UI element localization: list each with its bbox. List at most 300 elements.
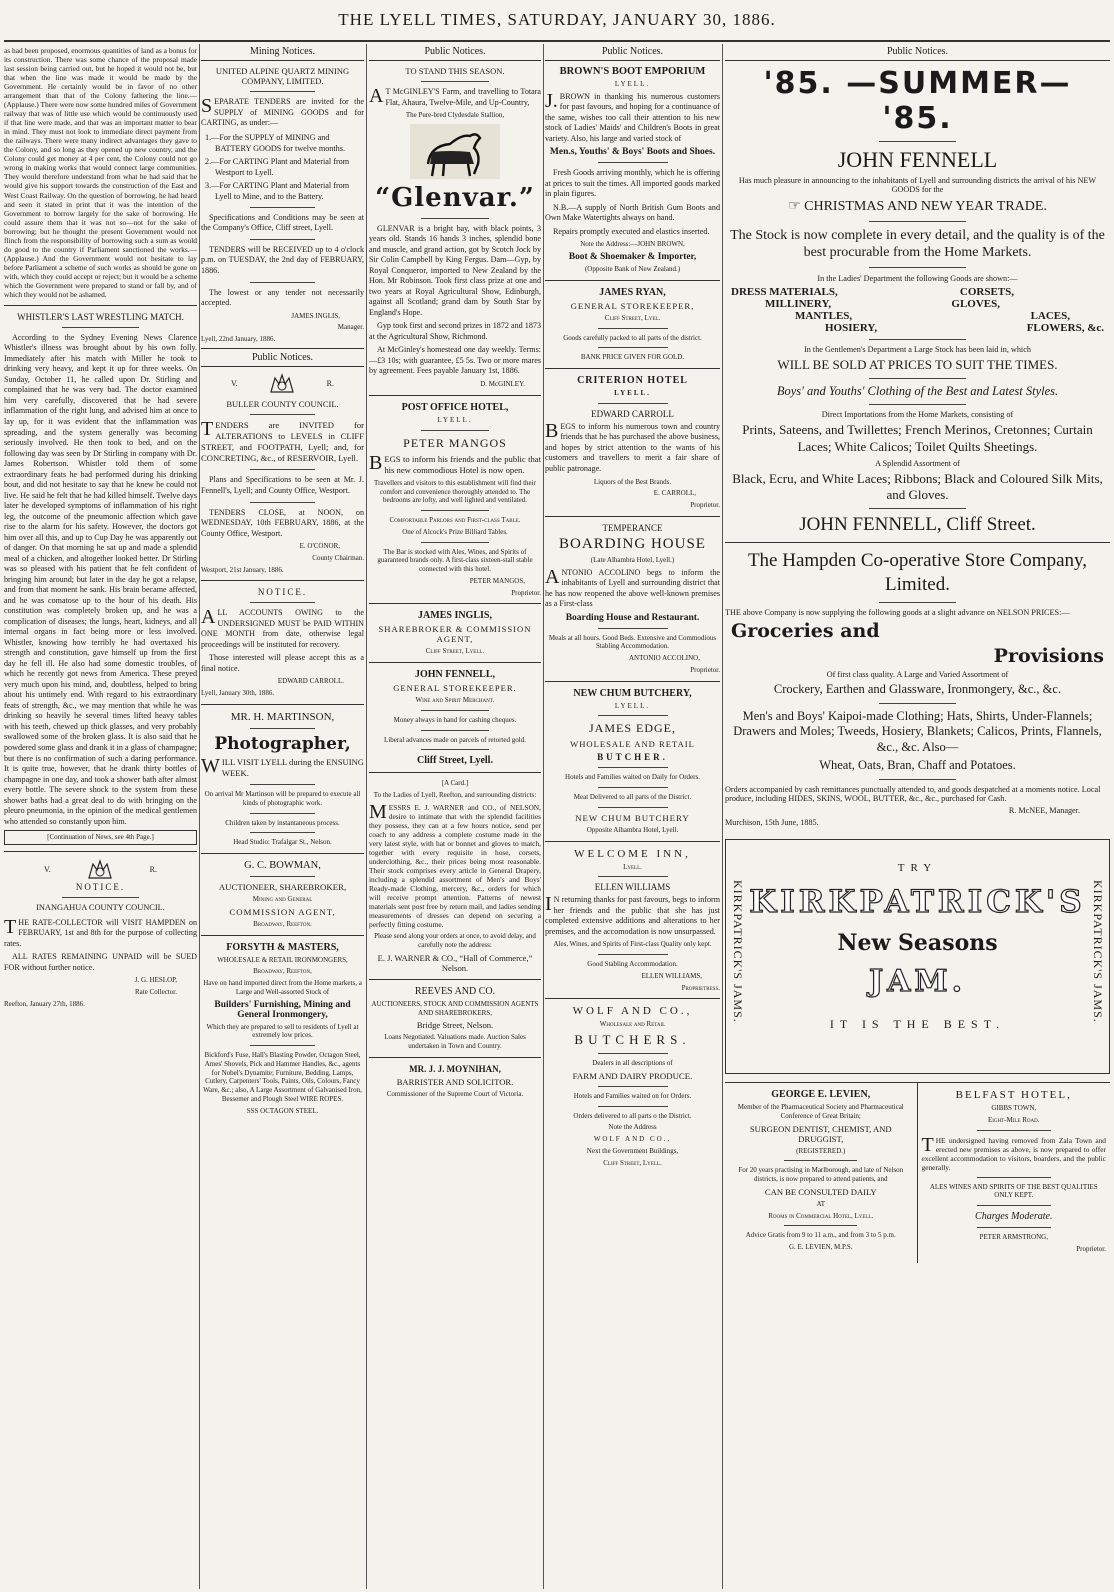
signature: E. CARROLL, (653, 489, 696, 498)
belfast-road: Eight-Mile Road. (987, 1115, 1040, 1124)
accounts-notice-text: ALL ACCOUNTS OWING to the UNDERSIGNED MUST be PAID WITHIN ONE MONTH from date, otherwise legal proceedings will be instituted for recovery. (201, 606, 364, 649)
crest-letter-r: R. (149, 865, 157, 875)
ladies-goods-row (725, 286, 1110, 298)
signature: JAMES INGLIS, (291, 311, 340, 320)
divider (250, 813, 315, 814)
signature: E. O'CONOR, (299, 542, 340, 551)
column-5 (725, 46, 1110, 1586)
storekeeper-address: Cliff Street, Lyell. (417, 755, 493, 767)
boarding-house-late: (Late Alhambra Hotel, Lyell.) (590, 555, 675, 564)
auctioneer-address: Broadway, Reefton. (253, 919, 312, 928)
inn-text: IN returning thanks for past favours, begs to inform her friends and the public that she has just completed extensive additions and alterations to her premises, and the accomodation is now unsurpassed. (545, 893, 720, 936)
summer-banner: '85. —SUMMER— '85. (763, 66, 1072, 136)
storekeeper-sub: Wine and Spirit Merchant. (415, 696, 495, 705)
ironmonger-goods: Bickford's Fuse, Hall's Blasting Powder, Octagon Steel, Ames' Shovels, Pick and Hammer Handles, &c., agents for Nobel's Dynamite; Furniture, Bedding, Lamps, Cutlery, Carpenters' Tools, Paints, Oils, Colours, Fancy Ware, &c.; also, A Large Assortment of Galvanised Iron, Bessemer and Plough Steel WIRE ROPES. (203, 1051, 362, 1103)
divider (4, 851, 197, 852)
boot-store-trade: Boot & Shoemaker & Importer, (568, 252, 697, 263)
signature-role: Proprietress. (681, 983, 720, 992)
divider (421, 430, 490, 431)
ladies-good: HOSIERY, (825, 321, 878, 334)
boarding-house-text: ANTONIO ACCOLINO begs to inform the inhabitants of Lyell and surrounding district that he has now reopened the above well-known premises as a First-class (545, 565, 720, 609)
card-addressee: To the Ladies of Lyell, Reefton, and surrounding districts: (373, 791, 537, 800)
divider (369, 662, 541, 663)
column-3 (369, 46, 541, 1586)
butchers-name: WOLF AND CO., (572, 1005, 693, 1018)
card-address: E. J. WARNER & CO., “Hall of Commerce,” Nelson. (377, 952, 533, 973)
divider (421, 218, 490, 219)
divider (201, 580, 364, 581)
inn-town: Lyell. (623, 862, 642, 871)
inn-ales: Ales, Wines, and Spirits of First-class Quality only kept. (553, 940, 712, 949)
divider (598, 715, 668, 716)
hotel-billiard: One of Alcock's Prize Billiard Tables. (402, 527, 508, 536)
stallion-description: GLENVAR is a bright bay, with black points, 3 years old. Stands 16 hands 3 inches, splendid bone and muscle, and grand action, got by Scotch Jock by Sir Colin Campbell by King Fergus. Dam—Gyp, by Royal Conqueror, imported to New Zealand by the Hon. Mr Robinson. Took first class prize at one and two years at Royal Agricultural Show, Edinburgh, against all Scotland; grand dam by South Star by England's Hope. (369, 223, 541, 317)
hampden-crockery: Crockery, Earthen and Glassware, Ironmongery, &c., &c. (773, 681, 1062, 696)
auctioneer-trade: AUCTIONEER, SHAREBROKER, (218, 882, 347, 893)
divider (250, 414, 315, 415)
fennell-gents: In the Gentlemen's Department a Large Stock has been laid in, which (804, 344, 1031, 354)
storekeeper-advances: Liberal advances made on parcels of retorted gold. (384, 735, 526, 744)
masthead: THE LYELL TIMES, SATURDAY, JANUARY 30, 1886. (338, 10, 776, 29)
butchery-name: NEW CHUM BUTCHERY, (573, 687, 692, 699)
column-2 (201, 46, 364, 1586)
butchers-hotels: Hotels and Families waited on for Orders. (573, 1091, 692, 1100)
photographer-text: WILL VISIT LYELL during the ENSUING WEEK. (201, 754, 364, 779)
divider (977, 1227, 1051, 1228)
card-label: [A Card.] (441, 779, 469, 788)
crest-letter-r: R. (326, 379, 334, 389)
divider (250, 207, 315, 208)
ladies-goods-row (725, 298, 1110, 310)
divider (369, 979, 541, 980)
hotel-proprietor: PETER MANGOS (403, 435, 507, 450)
photographer-text-3: Children taken by instantaneous process. (225, 818, 340, 827)
kirkpatrick-try: TRY (897, 862, 938, 874)
notice-title: NOTICE. (75, 881, 126, 892)
ladies-good: CORSETS, (959, 285, 1014, 298)
barrister-name: MR. J. J. MOYNIHAN, (409, 1063, 501, 1074)
divider (598, 162, 668, 163)
divider (250, 91, 315, 92)
signature: PETER MANGOS, (469, 576, 525, 585)
fennell-stock: The Stock is now complete in every detail, and the quality is of the best procurable from the Home Markets. (730, 227, 1105, 260)
butchers-address: WOLF AND CO., (593, 1135, 672, 1144)
royal-crest-icon (85, 858, 115, 882)
notice-title: NOTICE. (257, 587, 308, 598)
fennell-ribbons: Black, Ecru, and White Laces; Ribbons; Black and Coloured Silk Mits, and Gloves. (732, 470, 1103, 503)
levien-registered: (REGISTERED.) (796, 1146, 846, 1155)
fennell-christmas-text: CHRISTMAS AND NEW YEAR TRADE. (804, 199, 1047, 214)
tender-item: 1.—For the SUPPLY of MINING and BATTERY GOODS for twelve months. (205, 132, 346, 153)
levien-consulted: CAN BE CONSULTED DAILY (764, 1186, 877, 1197)
levien-member: Member of the Pharmaceutical Society and Pharmaceutical Conference of Great Britain; (737, 1103, 904, 1120)
divider (598, 1106, 668, 1107)
levien-years: For 20 years practising in Marlborough, and late of Nelson districts, is now prepared to attend patients, and (738, 1166, 904, 1183)
divider (421, 510, 490, 511)
boot-store-opposite: (Opposite Bank of New Zealand.) (584, 265, 681, 274)
hotel-bar: The Bar is stocked with Ales, Wines, and Spirits of guaranteed brands only. A first-class sixteen-stall stable connected with this hotel. (377, 547, 533, 574)
butcher-hotels: Hotels and Families waited on Daily for Orders. (565, 773, 700, 782)
divider (369, 395, 541, 396)
boot-store-text: J.BROWN in thanking his numerous customers for past favours, and hoping for a continuance of the same, wishes too call their attention to his new stock of Ladies' Maids' and Children's Boots in great variety. Also, his large and varied stock of (545, 89, 720, 143)
ironmonger-name: FORSYTH & MASTERS, (226, 941, 339, 953)
hotel-town: LYELL. (437, 415, 473, 424)
butchery-name-repeat: NEW CHUM BUTCHERY (575, 812, 690, 823)
storekeeper-name: JOHN FENNELL, (414, 669, 495, 681)
divider (250, 502, 315, 503)
ladies-good: GLOVES, (951, 297, 1000, 310)
divider (598, 628, 668, 629)
boot-store-note: Note the Address:—JOHN BROWN, (580, 240, 685, 249)
column-divider (722, 44, 723, 1589)
divider (545, 368, 720, 369)
article-text: According to the Sydney Evening News Clarence Whistler's illness was brought about by his own folly. Immediately after his match with Miller he took to drinking very heavy, and kept it up for three weeks. On Sunday, October 11, he called upon Dr. Stirling and complained that he was very bad. The doctor examined him very carefully, discovered that he had severe inflammation of the right lung, and advised him at once to lay up, for it was evident that the inflammation was spreading, and the system generally was becoming seriously involved. He then took to bed, and on the following day was seen by Dr Stirling in company with Dr. James Robertson. Whistler told them of some extraordinary feats he had performed during his drinking bout, and did not hesitate to say that he knew he could not live. He said he felt that he had killed himself. Twelve days later he developed symptoms of inflammation of his right leg, the outcome of the pneumonic affection which gave rise to the alarm for his safety. However, the doctors got him over all this, and up to Cup Day he was apparently out of danger. On that morning he sat up and made a splendid meal of a chicken, and altogether looked better. Dr Stirling was so pleased with his patient that he felt confident of bringing him around; but later in the day he got a relapse, and from that moment he sank. His brain became affected, and he was comatose up to the hour of his death. His constitution was completely broken up, and he was a complication of diseases; the lungs, heart, kidneys, and all internal organs in fact being more or less involved. Whistler, knowing how terribly he had overtaxed his strength and constitution, gave himself up from the first day he fell ill. He also had some domestic troubles, of which he recently got news from America. These preyed very much upon his mind, and, doubtless, helped to bring about his untimely end. With regard to his extraordinary feats of strength, &c., we may mention that while he was drinking so heavily he several times lifted heavy tables with his teeth, chewed up thick glasses, and very probably swallowed some of the broken glass. It is also said that he powdered some glass and drank it in a glass of champagne; but there is no confirmation of such a daring performance. It is quite true, however, that he drank thirty bottles of champagne in one day, and took a shower bath after almost every bottle. The severe shock to the system from these shower baths had a great deal to do with bringing on the pleuro pneumonia, in the opinion of the medical gentlemen who attended so constantly upon him. (4, 332, 197, 826)
divider (598, 1086, 668, 1087)
photographer-name: MR. H. MARTINSON, (230, 710, 335, 723)
notice-date: Lyell, January 30th, 1886. (201, 689, 275, 698)
section-header: Public Notices. (369, 46, 541, 61)
divider (598, 954, 668, 955)
hampden-groceries: Groceries and (731, 619, 880, 642)
belfast-name: BELFAST HOTEL, (955, 1089, 1072, 1101)
boot-store-nb: N.B.—A supply of North British Gum Boots and Own Make Watertights always on hand. (545, 202, 720, 223)
divider (598, 876, 668, 877)
inn-proprietor: ELLEN WILLIAMS (594, 882, 671, 893)
ladies-goods-row (725, 310, 1110, 322)
specification-text: Specifications and Conditions may be seen at the Company's Office, Cliff street, Lyell. (201, 212, 364, 233)
stallion-intro: AT McGINLEY'S Farm, and travelling to Totara Flat, Ahaura, Twelve-Mile, and Up-Country, (369, 85, 541, 107)
butchers-next: Next the Government Buildings, (586, 1146, 679, 1155)
ironmonger-trade: WHOLESALE & RETAIL IRONMONGERS, (217, 955, 348, 964)
hampden-first: Of first class quality. A Large and Varied Assortment of (826, 669, 1009, 679)
boarding-house-headline: Boarding House and Restaurant. (565, 612, 700, 623)
fennell-prints: Prints, Sateens, and Twillettes; French Merinos, Cretonnes; Curtain Laces; White Calicos; Toilet Quilts Sheetings. (742, 422, 1093, 454)
fennell-splendid: A Splendid Assortment of (875, 458, 960, 468)
signature: D. McGINLEY. (480, 380, 525, 388)
ladies-good: LACES, (1030, 309, 1070, 322)
signature: EDWARD CARROLL. (277, 677, 344, 686)
notice-date: Westport, 21st January, 1886. (201, 565, 284, 574)
kirkpatrick-side-label: KIRKPATRICK'S JAMS. (731, 880, 745, 1023)
inn-stabling: Good Stabling Accommodation. (587, 960, 678, 969)
card-text: MESSRS E. J. WARNER and CO., of NELSON, desire to intimate that with the splendid facilities they possess, they can at a few hours notice, send per coach to any address a complete costume made in the very latest style, with hat or bonnet and gloves to match, together with every requisite in hose, corsets, underclothing, &c., their prices being most reasonable. Their stock comprises every article in General Drapery, including a splendid assortment of Men's and Boys' Ready-made Clothing, mercery, &c., orders for which will receive prompt attention. Patterns of newest materials sent post free by return mail, and ladies sending measurements of dresses can depend on securing a perfectly fitting costume. (369, 800, 541, 930)
column-divider (199, 44, 200, 1589)
storekeeper-trade: GENERAL STOREKEEPER, (570, 300, 695, 311)
butchers-produce: FARM AND DAIRY PRODUCE. (572, 1070, 693, 1081)
card-send: Please send along your orders at once, to avoid delay, and carefully note the address: (374, 932, 536, 950)
divider (869, 339, 965, 340)
signature: ELLEN WILLIAMS, (641, 971, 702, 980)
belfast-signature: PETER ARMSTRONG, (979, 1233, 1048, 1242)
divider (421, 81, 490, 82)
ladies-good: MANTLES, (795, 309, 853, 322)
rate-notice-text: THE RATE-COLLECTOR will VISIT HAMPDEN on FEBRUARY, 1st and 8th for the purpose of collecting rates. (4, 915, 197, 948)
pointing-hand-icon: ☞ (788, 199, 805, 214)
hampden-wheat: Wheat, Oats, Bran, Chaff and Potatoes. (819, 758, 1016, 773)
levien-rooms: Rooms in Commercial Hotel, Lyell. (768, 1211, 874, 1220)
fennell-footer: JOHN FENNELL, Cliff Street. (799, 514, 1036, 536)
divider (369, 1057, 541, 1058)
column-divider (543, 44, 544, 1589)
notice-date: Lyell, 22nd January, 1886. (201, 335, 276, 344)
kirkpatrick-ad-box (725, 839, 1110, 1074)
butcher-label: BUTCHER. (597, 752, 668, 763)
mining-company-title: UNITED ALPINE QUARTZ MINING COMPANY, LIMITED. (215, 66, 350, 86)
divider (784, 1225, 857, 1226)
levien-ad (725, 1083, 918, 1263)
divider (421, 730, 490, 731)
hotel-town: LYELL. (614, 389, 651, 398)
auctioneer-trade: AUCTIONEERS, STOCK AND COMMISSION AGENTS AND SHAREBROKERS, (371, 999, 539, 1017)
butchers-dealers: Dealers in all descriptions of (592, 1059, 673, 1068)
hampden-title: The Hampden Co-operative Store Company, Limited. (747, 550, 1088, 596)
stallion-prizes: Gyp took first and second prizes in 1872 and 1873 at the Agricultural Show, Richmond. (369, 321, 541, 341)
ladies-good: FLOWERS, &c. (1026, 321, 1104, 334)
section-header: Public Notices. (201, 348, 364, 367)
hampden-provisions: Provisions (993, 644, 1104, 667)
signature-role: Proprietor. (690, 665, 720, 674)
divider (545, 516, 720, 517)
divider (598, 787, 668, 788)
divider (250, 282, 315, 283)
signature-role: Rate Collector. (135, 988, 177, 997)
divider (545, 681, 720, 682)
divider (201, 853, 364, 854)
divider (250, 832, 315, 833)
signature: ANTONIO ACCOLINO, (628, 654, 700, 663)
ladies-good: DRESS MATERIALS, (731, 285, 838, 298)
ironmonger-intro: Have on hand imported direct from the Home markets, a Large and Well-assorted Stock of (203, 979, 362, 996)
storekeeper-gold: BANK PRICE GIVEN FOR GOLD. (580, 353, 685, 362)
divider (421, 749, 490, 750)
ladies-good: MILLINERY, (765, 297, 832, 310)
divider (598, 347, 668, 348)
fennell-boys: Boys' and Youths' Clothing of the Best and Latest Styles. (776, 383, 1059, 398)
signature: J. G. HESLOP, (134, 976, 177, 985)
divider (421, 542, 490, 543)
hotel-proprietor: EDWARD CARROLL (591, 408, 674, 419)
inn-name: WELCOME INN, (574, 847, 691, 860)
butcher-trade: WHOLESALE AND RETAIL (570, 739, 695, 750)
butchers-label: BUTCHERS. (574, 1032, 691, 1048)
auctioneer-services: Loans Negotiated. Valuations made. Auction Sales undertaken in Town and Country. (384, 1033, 526, 1051)
storekeeper-money: Money always in hand for cashing cheques. (393, 715, 517, 724)
ladies-goods-row (725, 322, 1110, 334)
divider (879, 779, 956, 780)
notice-date: Reefton, January 27th, 1886. (4, 999, 85, 1008)
divider (977, 1177, 1051, 1178)
belfast-ales: ALES WINES AND SPIRITS OF THE BEST QUALITIES ONLY KEPT. (929, 1182, 1098, 1200)
stallion-terms: At McGinley's homestead one day weekly. Terms:—£3 10s; with guarantee, £5 5s. Two or more mares by agreement. Fees payable January 1st, 1886. (369, 345, 541, 376)
levien-trade: SURGEON DENTIST, CHEMIST, AND DRUGGIST, (749, 1123, 892, 1144)
hampden-intro: THE above Company is now supplying the following goods at a slight advance on NELSON PRICES:— (725, 607, 1070, 617)
council-name: INANGAHUA COUNTY COUNCIL. (36, 902, 165, 912)
boarding-house-title: BOARDING HOUSE (559, 535, 706, 552)
rate-notice-text-2: ALL RATES REMAINING UNPAID will be SUED FOR without further notice. (4, 952, 197, 972)
barrister-trade: BARRISTER AND SOLICITOR. (396, 1076, 514, 1087)
fennell-intro: Has much pleasure in announcing to the inhabitants of Lyell and surrounding districts the arrival of his NEW GOODS for the (738, 176, 1097, 194)
belfast-text: THE undersigned having removed from Zala Town and erected new premises as above, is now prepared to offer excellent accommodation to visitors, boarders, and the public generally. (921, 1133, 1106, 1172)
article-title: WHISTLER'S LAST WRESTLING MATCH. (17, 311, 184, 322)
signature-role: County Chairman. (312, 553, 364, 562)
signature-role: Proprietor. (690, 501, 720, 509)
divider (250, 728, 315, 729)
divider (977, 1205, 1051, 1206)
ironmonger-end: SSS OCTAGON STEEL. (246, 1106, 319, 1115)
auctioneer-agent: COMMISSION AGENT, (229, 906, 336, 917)
photographer-title: Photographer, (214, 733, 351, 754)
butcher-meat: Meat Delivered to all parts of the District. (573, 793, 692, 802)
ironmonger-headline: Builders' Furnishing, Mining and General Ironmongery, (214, 999, 351, 1020)
tender-deadline: TENDERS will be RECEIVED up to 4 o'clock p.m. on TUESDAY, the 2nd day of FEBRUARY, 1886. (201, 244, 364, 275)
divider (250, 1045, 315, 1046)
council-crest-row (201, 372, 364, 396)
divider (250, 469, 315, 470)
ironmonger-text: Which they are prepared to sell to residents of Lyell at extremely low prices. (206, 1022, 359, 1040)
divider (598, 328, 668, 329)
fennell-sold: WILL BE SOLD AT PRICES TO SUIT THE TIMES. (777, 356, 1058, 372)
hotel-name: CRITERION HOTEL (577, 375, 688, 387)
kirkpatrick-jam: JAM. (868, 964, 967, 999)
bottom-ads (725, 1082, 1110, 1263)
divider (545, 280, 720, 281)
divider (879, 602, 956, 603)
stallion-name: “Glenvar.” (375, 182, 535, 213)
belfast-role: Proprietor. (1076, 1244, 1106, 1253)
divider (869, 404, 965, 405)
photographer-studio: Head Studio: Trafalgar St., Nelson. (233, 838, 332, 847)
kirkpatrick-new-seasons: New Seasons (837, 930, 998, 956)
divider (879, 703, 956, 704)
tender-item: 3.—For CARTING Plant and Material from Lyell to Mine, and to the Battery. (205, 180, 350, 201)
signature-role: Proprietor. (511, 588, 541, 597)
section-header: Public Notices. (725, 46, 1110, 61)
butchery-town: LYELL. (614, 701, 651, 710)
divider (869, 267, 965, 268)
storekeeper-name: JAMES RYAN, (599, 286, 666, 298)
council-plans-text: Plans and Specifications to be seen at Mr. J. Fennell's, Lyell; and County Office, Westport. (201, 475, 364, 495)
stallion-sub: The Pure-bred Clydesdale Stallion, (405, 111, 505, 120)
section-header: Mining Notices. (201, 46, 364, 61)
boarding-house-meals: Meals at all hours. Good Beds. Extensive and Commodious Stabling Accommodation. (548, 633, 717, 651)
divider (201, 935, 364, 936)
accounts-notice-text-2: Those interested will please accept this as a final notice. (201, 653, 364, 673)
boot-store-headline: Men.s, Youths' & Boys' Boots and Shoes. (549, 147, 716, 158)
signature-role: Manager. (337, 323, 364, 332)
hampden-clothing: Men's and Boys' Kaipoi-made Clothing; Hats, Shirts, Under-Flannels; Drawers and Moles; Tweeds, Hosiery, Blankets; Calicos, Prints, Flannels, &c., &c. Also— (733, 708, 1102, 754)
hotel-name: POST OFFICE HOTEL, (401, 401, 509, 413)
divider (250, 876, 315, 877)
barrister-sub: Commissioner of the Supreme Court of Victoria. (386, 1089, 524, 1098)
sharebroker-address: Cliff Street, Lyell. (425, 647, 485, 656)
column-divider (366, 44, 367, 1589)
hotel-text-2: Travellers and visitors to this establishment will find their comfort and convenience thoroughly attended to. The bedrooms are lofty, and well lighted and ventilated. (374, 478, 536, 505)
belfast-hotel-ad (918, 1083, 1111, 1263)
fennell-name: JOHN FENNELL (837, 147, 998, 172)
levien-signature: G. E. LEVIEN, M.P.S. (788, 1243, 853, 1251)
divider (598, 403, 668, 404)
belfast-town: GIBBS TOWN, (991, 1104, 1037, 1112)
butchers-sub: Wholesale and Retail (599, 1020, 666, 1029)
masthead-rule (4, 40, 1110, 42)
butcher-name: JAMES EDGE, (588, 721, 676, 736)
levien-advice: Advice Gratis from 9 to 11 a.m., and from 3 to 5 p.m. (745, 1231, 896, 1240)
levien-at: AT (816, 1199, 826, 1208)
storekeeper-trade: GENERAL STOREKEEPER. (393, 683, 517, 694)
divider (369, 772, 541, 773)
speech-text: as had been proposed, enormous quantities of land as a bonus for its construction. There was some chance of the proposal made last session being carried out, but he hoped it would not be, but that when the line was made it would be made by the Government. He certainly would be in favor of no other arrangement than that of the Colony fathering the line.—(Applause.) There were now some hundred miles of Government railway that was of little use which would be continuously used if that line were made, and that was an important matter to bear in mind. They must not look to immediate direct payment from the railways. There were many indirect advantages they gave to the Colony, and so long as they opened up new country, and the Colony could get money at 4 per cent, the Colony could not go wrong in making works that would connect large communities. They would therefore understand from what he had said that he would give his support towards the construction of the East and West Coast Railway. On the question of borrowing, he had heard and seen it stated in print that it was the intention of the Government to borrow largely for the sake of borrowing. He could assure them that it was not so—not for the sake of borrowing; but he thought the present Government would not flinch from the responsibility of borrowing such a sum as would do good to the country if Parliament sanctioned the works.—(Applause.) And the Government would not hesitate to lay before Parliament a scheme of such works as should be gone on with, which they could accept or reject; but it would be a scheme which the Government were prepared to stand or fall by, and of which they would not be ashamed. (4, 46, 197, 299)
divider (598, 767, 668, 768)
divider (879, 141, 956, 142)
auctioneer-name: G. C. BOWMAN, (244, 860, 321, 872)
kirkpatrick-side-label: KIRKPATRICK'S JAMS. (1091, 880, 1105, 1023)
kirkpatrick-name: KIRKPATRICK'S (749, 884, 1086, 920)
boot-store-name: BROWN'S BOOT EMPORIUM (559, 66, 706, 77)
council-name: BULLER COUNTY COUNCIL. (226, 398, 339, 409)
sharebroker-trade: SHAREBROKER & COMMISSION AGENT, (378, 624, 532, 645)
continuation-note: [Continuation of News, see 4th Page.] (4, 830, 197, 845)
divider (869, 508, 965, 509)
sharebroker-name: JAMES INGLIS, (418, 610, 492, 622)
hampden-signature: R. McNEE, Manager. (1008, 806, 1080, 815)
butchers-note: Note the Address (608, 1123, 657, 1132)
auctioneer-name: REEVES AND CO. (414, 985, 496, 997)
hampden-orders: Orders accompanied by cash remittances punctually attended to, and goods despatched at a moments notice. Local produce, including HIDES, SKINS, WOOL, BUTTER, &c., &c., purchased for Cash. (725, 785, 1101, 803)
tender-lowest: The lowest or any tender not necessarily accepted. (201, 287, 364, 308)
storekeeper-address: Cliff Street, Lyel. (604, 313, 661, 322)
divider (4, 305, 197, 306)
divider (598, 1053, 668, 1054)
boot-store-town: LYELL. (614, 80, 651, 88)
divider (250, 239, 315, 240)
divider (725, 542, 1110, 543)
fennell-direct: Direct Importations from the Home Markets, consisting of (821, 410, 1014, 420)
hotel-parlors: Comfortable Parlors and First-class Table. (389, 516, 521, 525)
auctioneer-address: Bridge Street, Nelson. (416, 1020, 494, 1031)
stallion-headline: TO STAND THIS SEASON. (405, 66, 505, 76)
divider (421, 710, 490, 711)
column-1 (4, 46, 197, 1586)
fennell-christmas (725, 198, 1110, 216)
ironmonger-address: Broadway, Reefton, (253, 967, 312, 976)
tender-item: 2.—For CARTING Plant and Material from Westport to Lyell. (205, 156, 350, 177)
belfast-charges: Charges Moderate. (975, 1211, 1053, 1223)
column-4 (545, 46, 720, 1586)
hotel-text: BEGS to inform his numerous town and country friends that he has purchased the above business, and hopes by strict attention to the wants of his customers and travellers to merit a fair share of public patronage. (545, 419, 720, 473)
boarding-house-temperance: TEMPERANCE (602, 522, 663, 533)
hampden-date: Murchison, 15th June, 1885. (725, 818, 819, 827)
storekeeper-goods: Goods carefully packed to all parts of the district. (563, 333, 702, 342)
auctioneer-sub: Mining and General (252, 895, 313, 904)
divider (250, 784, 315, 785)
crest-letter-v: V. (231, 379, 238, 389)
divider (598, 807, 668, 808)
crest-letter-v: V. (44, 865, 51, 875)
divider (62, 897, 139, 898)
divider (250, 602, 315, 603)
butchery-opposite: Opposite Alhambra Hotel, Lyell. (586, 825, 679, 834)
divider (62, 327, 139, 328)
divider (369, 603, 541, 604)
tender-intro: SEPARATE TENDERS are invited for the SUPPLY of MINING GOODS and for CARTING, as under:— (201, 95, 364, 128)
levien-name: GEORGE E. LEVIEN, (771, 1089, 871, 1100)
divider (784, 1160, 857, 1161)
notice-crest-row (4, 858, 197, 882)
council-close-text: TENDERS CLOSE, at NOON, on WEDNESDAY, 10th FEBRUARY, 1886, at the County Office, Westport. (201, 507, 364, 538)
kirkpatrick-best: IT IS THE BEST. (829, 1017, 1006, 1031)
butchers-orders: Orders delivered to all parts o the District. (573, 1111, 692, 1120)
butchers-street: Cliff Street, Lyell. (603, 1158, 662, 1167)
